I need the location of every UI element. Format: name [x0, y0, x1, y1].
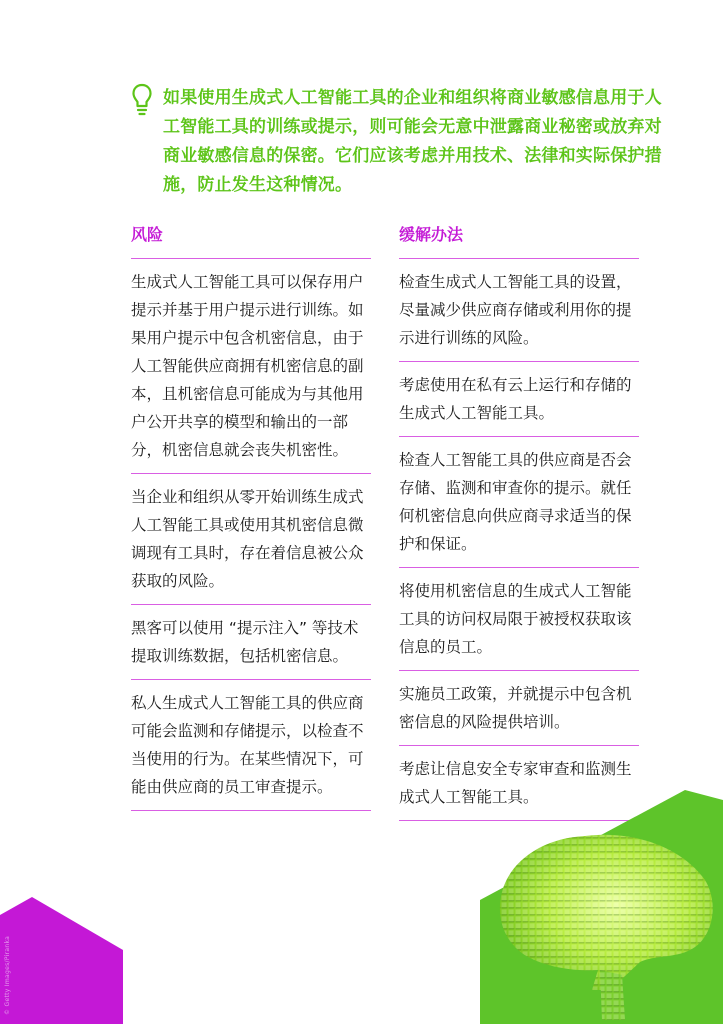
risk-item: 生成式人工智能工具可以保存用户提示并基于用户提示进行训练。如果用户提示中包含机密信息，由于人工智能供应商拥有机密信息的副本，且机密信息可能成为与其他用户公开共享的模型和输出的一部分，机密信息就会丧失机密性。 — [131, 258, 371, 473]
risk-item: 私人生成式人工智能工具的供应商可能会监测和存储提示，以检查不当使用的行为。在某些情况下，可能由供应商的员工审查提示。 — [131, 679, 371, 811]
tip-text: 如果使用生成式人工智能工具的企业和组织将商业敏感信息用于人工智能工具的训练或提示，则可能会无意中泄露商业秘密或放弃对商业敏感信息的保密。它们应该考虑并用技术、法律和实际保护措施，防止发生这种情况。 — [163, 88, 662, 195]
risks-heading: 风险 — [131, 225, 164, 244]
risk-item: 黑客可以使用 “提示注入” 等技术提取训练数据，包括机密信息。 — [131, 604, 371, 679]
green-brain-illustration — [480, 790, 723, 1024]
mitigation-item: 实施员工政策，并就提示中包含机密信息的风险提供培训。 — [399, 670, 639, 745]
magenta-hexagon-decoration — [0, 895, 123, 1024]
mitigation-item: 检查生成式人工智能工具的设置，尽量减少供应商存储或利用你的提示进行训练的风险。 — [399, 258, 639, 361]
risks-list — [131, 258, 371, 811]
image-credit: © Getty Images/Piranka — [4, 935, 11, 1015]
lightbulb-icon — [132, 82, 152, 122]
mitigation-item: 检查人工智能工具的供应商是否会存储、监测和审查你的提示。就任何机密信息向供应商寻求适当的保护和保证。 — [399, 436, 639, 567]
mitigation-item: 考虑使用在私有云上运行和存储的生成式人工智能工具。 — [399, 361, 639, 436]
mitigations-list — [399, 258, 639, 821]
mitigations-heading: 缓解办法 — [399, 225, 464, 244]
mitigation-item: 考虑让信息安全专家审查和监测生成式人工智能工具。 — [399, 745, 639, 821]
risk-item: 当企业和组织从零开始训练生成式人工智能工具或使用其机密信息微调现有工具时，存在着信息被公众获取的风险。 — [131, 473, 371, 604]
mitigation-item: 将使用机密信息的生成式人工智能工具的访问权局限于被授权获取该信息的员工。 — [399, 567, 639, 670]
